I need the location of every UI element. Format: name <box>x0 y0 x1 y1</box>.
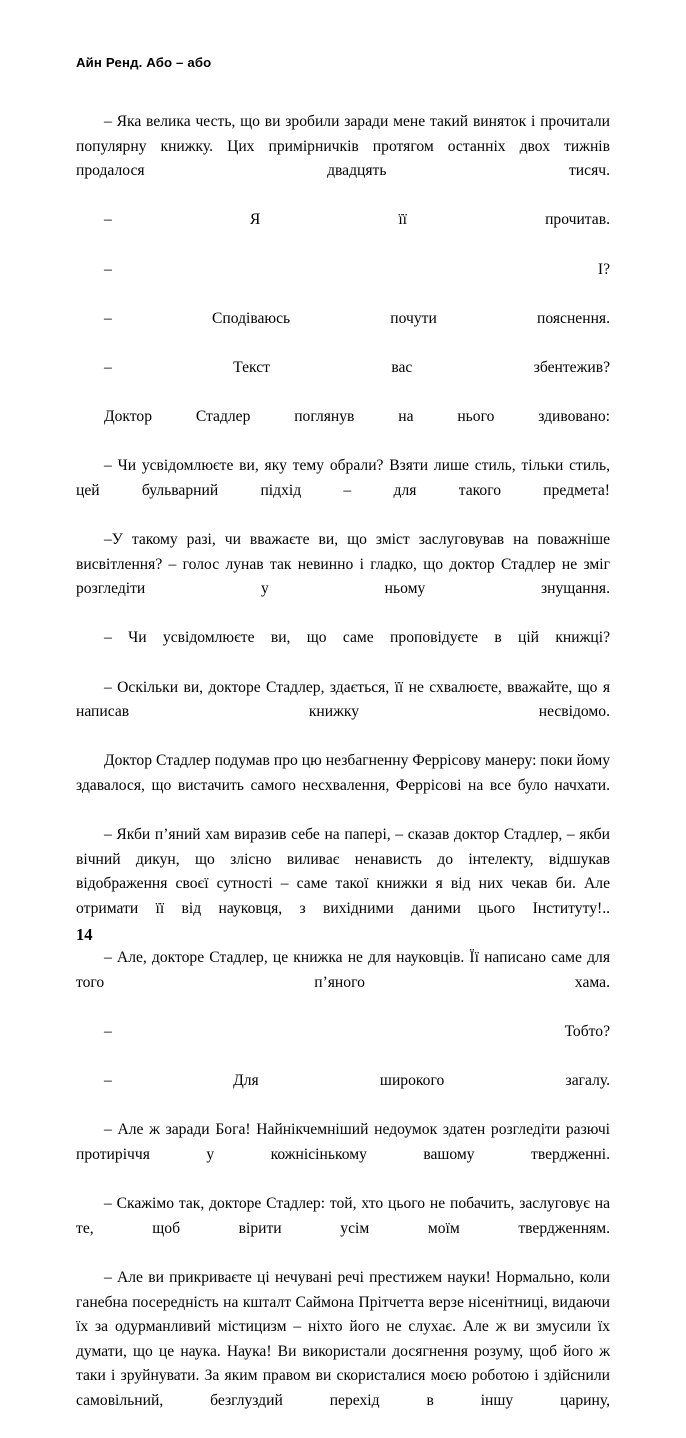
paragraph: Доктор Стадлер поглянув на нього здивовано: <box>104 408 610 426</box>
paragraph: –У такому разі, чи вважаєте ви, що зміст заслуговував на поважніше висвітлення? – голос лунав так невинно і гладко, що доктор Стадлер не зміг розгледіти у ньому знущання. <box>76 531 610 598</box>
body-text-block <box>76 110 610 1438</box>
paragraph: – Чи усвідомлюєте ви, яку тему обрали? Взяти лише стиль, тільки стиль, цей бульварний підхід – для такого предмета! <box>76 457 610 499</box>
paragraph: – Якби п’яний хам виразив себе на папері, – сказав доктор Стадлер, – якби вічний дикун, що злісно виливає ненависть до інтелекту, відшукав відображення своєї сутності – саме такої книжки я від них чекав би. Але отримати її від науковця, з вихідними даними цього Інституту!.. <box>76 826 610 917</box>
paragraph: – Для широкого загалу. <box>104 1072 610 1090</box>
paragraph: – Скажімо так, докторе Стадлер: той, хто цього не побачить, заслуговує на те, щоб вірити усім моїм твердженням. <box>76 1195 610 1237</box>
paragraph: – Тобто? <box>104 1022 610 1040</box>
paragraph: – Але ж заради Бога! Найнікчемніший недоумок здатен розгледіти разючі протиріччя у кожнісінькому вашому твердженні. <box>76 1121 610 1163</box>
paragraph: – Оскільки ви, докторе Стадлер, здається, її не схвалюєте, вважайте, що я написав книжку несвідомо. <box>76 678 610 721</box>
paragraph: – Чи усвідомлюєте ви, що саме проповідуєте в цій книжці? <box>104 629 610 647</box>
paragraph: – Сподіваюсь почути пояснення. <box>104 309 610 327</box>
paragraph: Доктор Стадлер подумав про цю незбагненну Феррісову манеру: поки йому здавалося, що вистачить самого несхвалення, Феррісові на все було начхати. <box>76 752 610 795</box>
paragraph: – Але, докторе Стадлер, це книжка не для науковців. Її написано саме для того п’яного хама. <box>76 949 610 991</box>
paragraph: – Яка велика честь, що ви зробили заради мене такий виняток і прочитали популярну книжку. Цих примірничків протягом останніх двох тижнів продалося двадцять тисяч. <box>76 113 610 180</box>
running-head: Айн Ренд. Або – або <box>76 55 212 70</box>
paragraph: – І? <box>104 260 610 278</box>
page-number: 14 <box>76 925 93 944</box>
paragraph: – Але ви прикриваєте ці нечувані речі престижем науки! Нормально, коли ганебна посередність на кшталт Саймона Прітчетта верзе нісенітниці, видаючи їх за одурманливий містицизм – ніхто його не слухає. Але ж ви змусили їх думати, що це наука. Наука! Ви використали досягнення розуму, щоб його ж таки і зруйнувати. За яким правом ви скористалися моєю роботою і здійснили самовільний, безглуздий перехід в іншу царину, <box>76 1268 610 1409</box>
paragraph: – Текст вас збентежив? <box>104 358 610 376</box>
paragraph: – Я її прочитав. <box>104 211 610 229</box>
